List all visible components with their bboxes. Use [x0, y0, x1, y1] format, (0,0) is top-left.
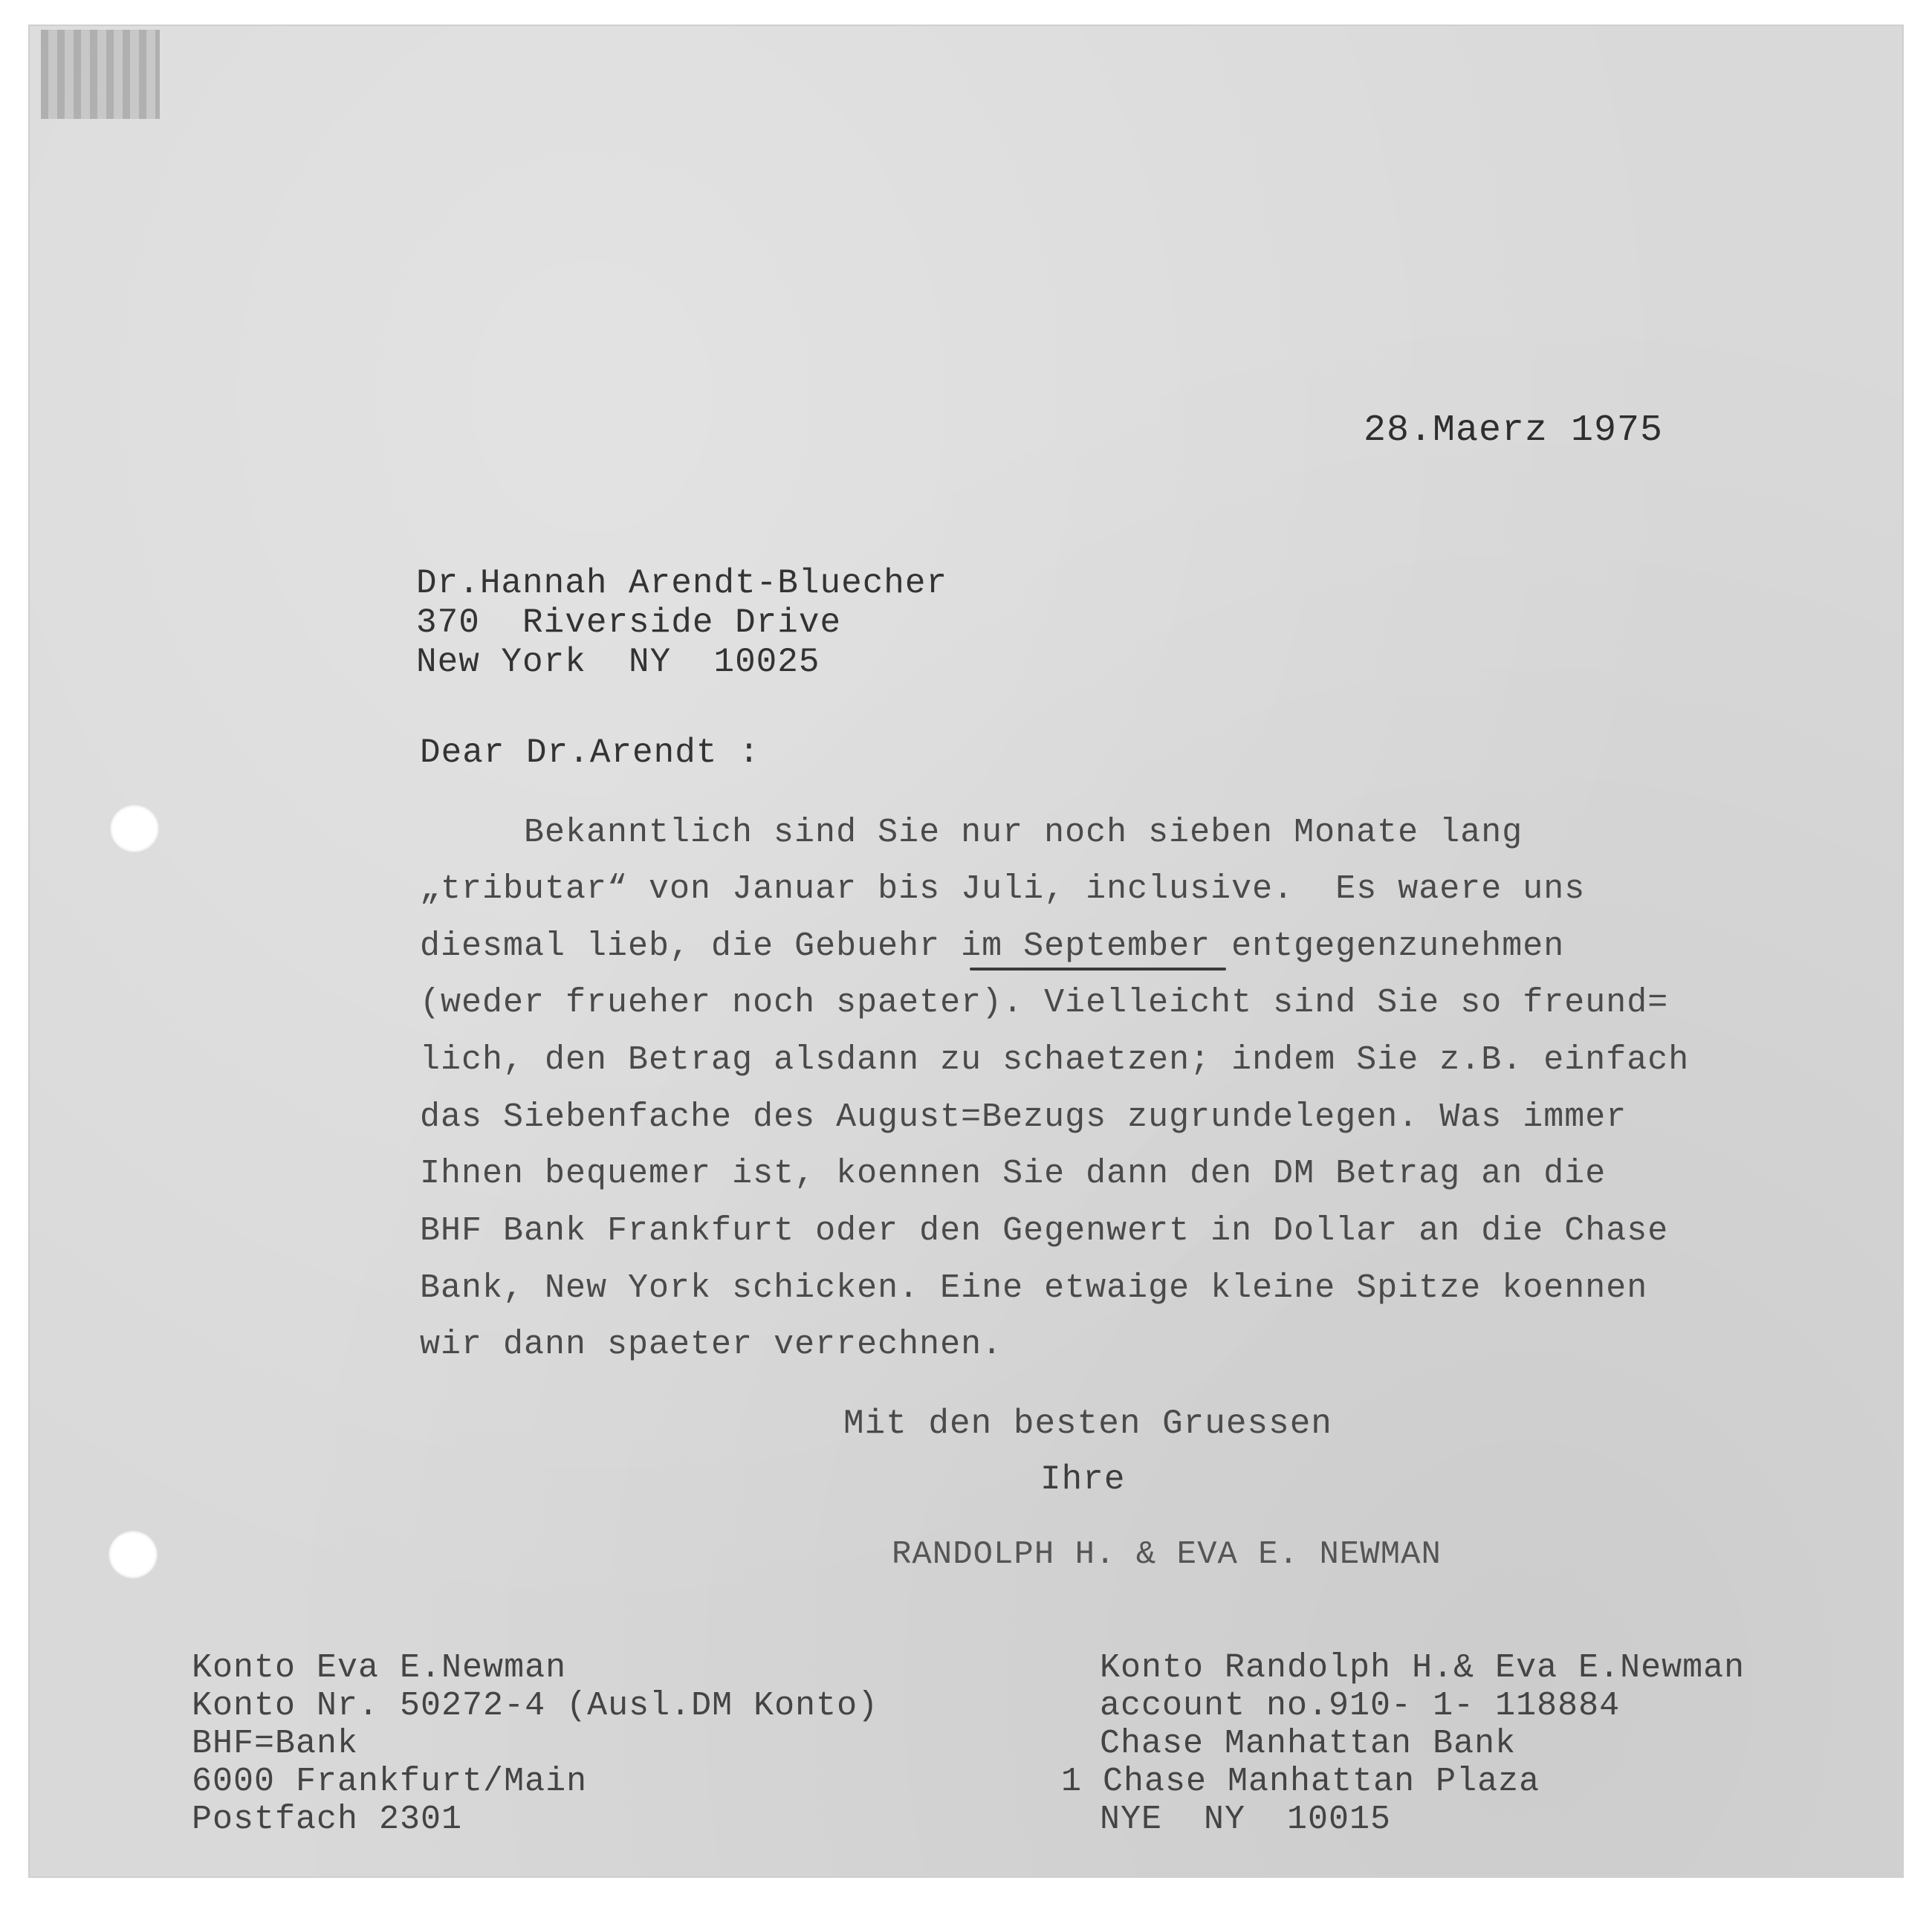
body-line: Bekanntlich sind Sie nur noch sieben Monate lang — [524, 814, 1523, 852]
left-account-line: Konto Nr. 50272-4 (Ausl.DM Konto) — [192, 1687, 879, 1725]
left-account-line: BHF=Bank — [192, 1725, 359, 1763]
salutation: Dear Dr.Arendt : — [420, 733, 760, 772]
body-line: (weder frueher noch spaeter). Vielleicht sind Sie so freund= — [420, 984, 1669, 1022]
right-account-line: NYE NY 10015 — [1100, 1801, 1392, 1838]
punch-hole-bottom — [108, 1531, 158, 1578]
right-account-line: account no.910- 1- 118884 — [1100, 1687, 1621, 1725]
scan-corner-mark — [41, 30, 160, 119]
body-line: das Siebenfache des August=Bezugs zugrundelegen. Was immer — [420, 1098, 1627, 1136]
body-line: Bank, New York schicken. Eine etwaige kleine Spitze koennen — [420, 1269, 1648, 1307]
letter-date: 28.Maerz 1975 — [1364, 409, 1664, 452]
right-account-line: Chase Manhattan Bank — [1100, 1725, 1517, 1763]
recipient-name: Dr.Hannah Arendt-Bluecher — [416, 564, 948, 603]
body-line: Ihnen bequemer ist, koennen Sie dann den DM Betrag an die — [420, 1155, 1607, 1193]
punch-hole-top — [110, 805, 159, 852]
left-account-line: Konto Eva E.Newman — [192, 1649, 567, 1687]
left-account-line: 6000 Frankfurt/Main — [192, 1763, 588, 1801]
body-line: „tributar“ von Januar bis Juli, inclusive. Es waere uns — [420, 870, 1586, 908]
handwritten-underline — [970, 968, 1226, 971]
left-account-line: Postfach 2301 — [192, 1801, 463, 1838]
recipient-city: New York NY 10025 — [416, 643, 820, 681]
closing: Mit den besten Gruessen — [843, 1405, 1332, 1443]
signature: RANDOLPH H. & EVA E. NEWMAN — [892, 1536, 1442, 1573]
body-line: diesmal lieb, die Gebuehr im September entgegenzunehmen — [420, 927, 1565, 965]
body-line: BHF Bank Frankfurt oder den Gegenwert in Dollar an die Chase — [420, 1212, 1669, 1250]
right-account-line: Konto Randolph H.& Eva E.Newman — [1100, 1649, 1745, 1687]
closing-word: Ihre — [1040, 1460, 1126, 1499]
body-line: lich, den Betrag alsdann zu schaetzen; indem Sie z.B. einfach — [420, 1041, 1690, 1079]
body-line: wir dann spaeter verrechnen. — [420, 1326, 1003, 1364]
right-account-line: 1 Chase Manhattan Plaza — [1061, 1763, 1540, 1801]
recipient-street: 370 Riverside Drive — [416, 603, 842, 642]
